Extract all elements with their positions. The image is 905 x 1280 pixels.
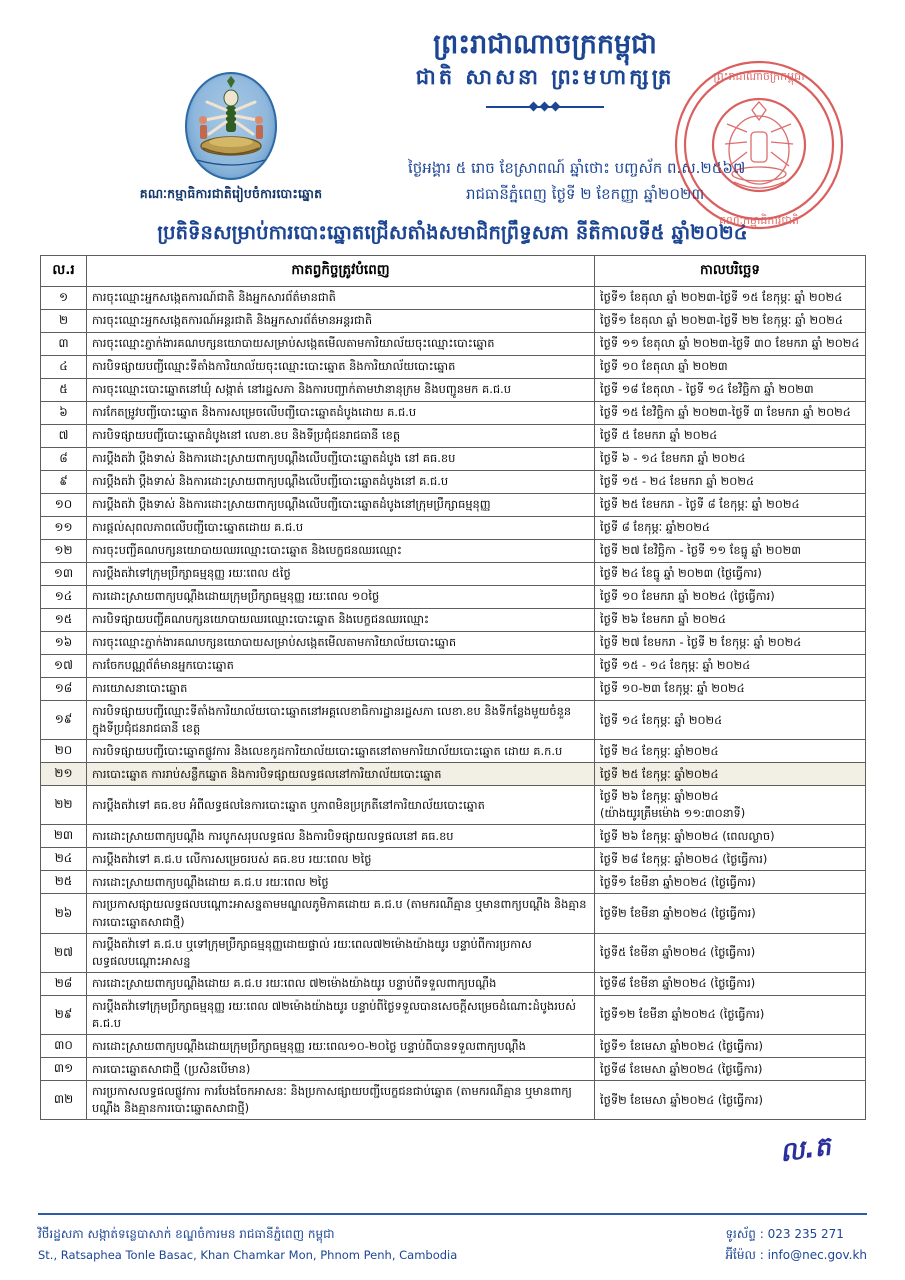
calendar-table-wrapper <box>0 255 905 1120</box>
row-date: ថ្ងៃទី៨ ខែមីនា ឆ្នាំ២០២៤ (ថ្ងៃធ្វើការ) <box>595 972 866 995</box>
table-row <box>41 972 866 995</box>
row-date: ថ្ងៃទី១២ ខែមីនា ឆ្នាំ២០២៤ (ថ្ងៃធ្វើការ) <box>595 995 866 1034</box>
table-row <box>41 786 866 825</box>
row-date: ថ្ងៃទី ២៨ ខែកុម្ភៈ ឆ្នាំ២០២៤ (ថ្ងៃធ្វើការ) <box>595 848 866 871</box>
table-row <box>41 894 866 933</box>
address-khmer: វិថីរដ្ឋសភា សង្កាត់ទន្លេបាសាក់ ខណ្ឌចំការមន រាជធានីភ្នំពេញ កម្ពុជា <box>38 1227 335 1241</box>
row-activity: ការបិទផ្សាយបញ្ជីបោះឆ្នោតផ្លូវការ និងលេខកូដការិយាល័យបោះឆ្នោតនៅតាមការិយាល័យបោះឆ្នោត ដោយ គ.ក.ប <box>87 740 595 763</box>
phone-label: ទូរស័ព្ទ <box>725 1227 756 1241</box>
row-activity: ការដោះស្រាយពាក្យបណ្តឹងដោយក្រុមប្រឹក្សាធម្មនុញ្ញ រយៈពេល ១០ថ្ងៃ <box>87 586 595 609</box>
column-header-no: ល.រ <box>41 256 87 287</box>
email-label: អ៊ីម៉ែល <box>725 1248 756 1262</box>
table-row <box>41 871 866 894</box>
row-activity: ការប្តឹងតវ៉ា ប្តឹងទាស់ និងការដោះស្រាយពាក្យបណ្តឹងលើបញ្ជីបោះឆ្នោតដំបូងនៅក្រុមប្រឹក្សាធម្មនុញ្ញ <box>87 494 595 517</box>
email-value[interactable]: info@nec.gov.kh <box>767 1248 867 1262</box>
column-header-activity: កាតព្វកិច្ចត្រូវបំពេញ <box>87 256 595 287</box>
footer-contact <box>725 1224 867 1266</box>
row-date: ថ្ងៃទី ២៥ ខែមករា - ថ្ងៃទី ៨ ខែកុម្ភៈ ឆ្នាំ ២០២៤ <box>595 494 866 517</box>
row-date: ថ្ងៃទី ២៦ ខែមករា ឆ្នាំ ២០២៤ <box>595 609 866 632</box>
row-date: ថ្ងៃទី ១០ ខែមករា ឆ្នាំ ២០២៤ (ថ្ងៃធ្វើការ) <box>595 586 866 609</box>
row-date: ថ្ងៃទី ៨ ខែកុម្ភៈ ឆ្នាំ២០២៤ <box>595 517 866 540</box>
ornamental-divider <box>486 102 604 111</box>
document-header <box>0 0 905 227</box>
table-row <box>41 701 866 740</box>
table-row <box>41 586 866 609</box>
email-line <box>725 1245 867 1266</box>
row-number: ១០ <box>41 494 87 517</box>
row-number: ៨ <box>41 448 87 471</box>
row-activity: ការបោះឆ្នោត ការរាប់សន្លឹកឆ្នោត និងការបិទផ្សាយលទ្ធផលនៅការិយាល័យបោះឆ្នោត <box>87 763 595 786</box>
table-row <box>41 995 866 1034</box>
nec-logo-block <box>96 72 366 205</box>
row-number: ២៧ <box>41 933 87 972</box>
row-activity: ការចុះឈ្មោះភ្នាក់ងារគណបក្សនយោបាយសម្រាប់សង្កេតមើលតាមការិយាល័យបោះឆ្នោត <box>87 632 595 655</box>
table-body <box>41 287 866 1120</box>
table-row <box>41 632 866 655</box>
table-row <box>41 540 866 563</box>
row-activity: ការដោះស្រាយពាក្យបណ្តឹងដោយ គ.ជ.ប រយៈពេល ៧២ម៉ោងយ៉ាងយូរ បន្ទាប់ពីទទួលពាក្យបណ្តឹង <box>87 972 595 995</box>
row-activity: ការបិទផ្សាយបញ្ជីបោះឆ្នោតដំបូងនៅ លេខា.ខប និងទីប្រជុំជនរាជធានី ខេត្ត <box>87 425 595 448</box>
row-number: ៣ <box>41 333 87 356</box>
svg-text:គណៈកម្មាធិការជាតិ: គណៈកម្មាធិការជាតិ <box>719 214 799 227</box>
row-number: ១២ <box>41 540 87 563</box>
footer-address <box>38 1224 457 1265</box>
row-number: ១៣ <box>41 563 87 586</box>
table-row <box>41 655 866 678</box>
buddhist-date-line: ថ្ងៃអង្គារ ៥ រោច ខែស្រាពណ៍ ឆ្នាំថោះ បញ្ចស័ក ព.ស.២៥៦៧ <box>408 159 746 177</box>
table-row <box>41 448 866 471</box>
svg-text:ព្រះរាជាណាចក្រកម្ពុជា: ព្រះរាជាណាចក្រកម្ពុជា <box>713 70 805 83</box>
row-number: ២១ <box>41 763 87 786</box>
row-date: ថ្ងៃទី ២៤ ខែធ្នូ ឆ្នាំ ២០២៣ (ថ្ងៃធ្វើការ) <box>595 563 866 586</box>
row-number: ២០ <box>41 740 87 763</box>
kingdom-title: ព្រះរាជាណាចក្រកម្ពុជា <box>433 29 657 60</box>
row-number: ២៤ <box>41 848 87 871</box>
table-row <box>41 287 866 310</box>
row-date: ថ្ងៃទី ១៤ ខែកុម្ភៈ ឆ្នាំ ២០២៤ <box>595 701 866 740</box>
row-number: ៩ <box>41 471 87 494</box>
row-activity: ការប្រកាសលទ្ធផលផ្លូវការ ការបែងចែកអាសនៈ និងប្រកាសផ្សាយបញ្ជីបេក្ខជនជាប់ឆ្នោត (តាមករណីគ្មាន ឬមានពាក្យបណ្តឹង និងគ្មានការបោះឆ្នោតសាជាថ្មី) <box>87 1081 595 1120</box>
phone-separator: : <box>759 1227 768 1241</box>
table-row <box>41 933 866 972</box>
row-activity: ការបិទផ្សាយបញ្ជីគណបក្សនយោបាយឈរឈ្មោះបោះឆ្នោត និងបេក្ខជនឈរឈ្មោះ <box>87 609 595 632</box>
kingdom-heading-block <box>330 28 760 111</box>
row-date: ថ្ងៃទី៥ ខែមីនា ឆ្នាំ២០២៤ (ថ្ងៃធ្វើការ) <box>595 933 866 972</box>
row-activity: ការយោសនាបោះឆ្នោត <box>87 678 595 701</box>
row-number: ៦ <box>41 402 87 425</box>
table-row <box>41 1081 866 1120</box>
row-activity: ការចុះឈ្មោះអ្នកសង្កេតការណ៍ជាតិ និងអ្នកសារព័ត៌មានជាតិ <box>87 287 595 310</box>
row-number: ២២ <box>41 786 87 825</box>
table-row <box>41 310 866 333</box>
row-number: ២៨ <box>41 972 87 995</box>
row-date-note: (យ៉ាងយូរត្រឹមម៉ោង ១១:៣០នាទី) <box>600 806 746 821</box>
footer-divider <box>38 1213 867 1215</box>
gregorian-date-line: រាជធានីភ្នំពេញ ថ្ងៃទី ២ ខែកញ្ញា ឆ្នាំ២០២៣ <box>466 185 705 204</box>
row-date: ថ្ងៃទី២ ខែមេសា ឆ្នាំ២០២៤ (ថ្ងៃធ្វើការ) <box>595 1081 866 1120</box>
row-number: ២៣ <box>41 825 87 848</box>
phone-value: 023 235 271 <box>767 1227 844 1241</box>
row-number: ១៨ <box>41 678 87 701</box>
row-date: ថ្ងៃទី១ ខែតុលា ឆ្នាំ ២០២៣-ថ្ងៃទី ២២ ខែកុម្ភៈ ឆ្នាំ ២០២៤ <box>595 310 866 333</box>
row-number: ១១ <box>41 517 87 540</box>
row-date: ថ្ងៃទី ២៤ ខែកុម្ភៈ ឆ្នាំ២០២៤ <box>595 740 866 763</box>
row-activity: ការប្តឹងតវ៉ាទៅក្រុមប្រឹក្សាធម្មនុញ្ញ រយៈពេល ៥ថ្ងៃ <box>87 563 595 586</box>
column-header-date: កាលបរិច្ឆេទ <box>595 256 866 287</box>
row-date: ថ្ងៃទី ១១ ខែតុលា ឆ្នាំ ២០២៣-ថ្ងៃទី ៣០ ខែមករា ឆ្នាំ ២០២៤ <box>595 333 866 356</box>
row-number: ៣០ <box>41 1035 87 1058</box>
table-row <box>41 825 866 848</box>
row-date: ថ្ងៃទី ២៥ ខែកុម្ភៈ ឆ្នាំ២០២៤ <box>595 763 866 786</box>
row-number: ៧ <box>41 425 87 448</box>
row-number: ៣១ <box>41 1058 87 1081</box>
row-activity: ការប្តឹងតវ៉ាទៅ គធ.ខប អំពីលទ្ធផលនៃការបោះឆ្នោត ឬភាពមិនប្រក្រតីនៅការិយាល័យបោះឆ្នោត <box>87 786 595 825</box>
email-separator: : <box>759 1248 768 1262</box>
row-number: ១៧ <box>41 655 87 678</box>
row-date: ថ្ងៃទី ២៧ ខែវិច្ឆិកា - ថ្ងៃទី ១១ ខែធ្នូ ឆ្នាំ ២០២៣ <box>595 540 866 563</box>
table-row <box>41 1058 866 1081</box>
row-date: ថ្ងៃទី ១០-២៣ ខែកុម្ភៈ ឆ្នាំ ២០២៤ <box>595 678 866 701</box>
row-activity: ការប្រកាសផ្សាយលទ្ធផលបណ្តោះអាសន្នតាមមណ្ឌលភូមិភាគដោយ គ.ជ.ប (តាមករណីគ្មាន ឬមានពាក្យបណ្តឹង និងគ្មានការបោះឆ្នោតសាជាថ្មី) <box>87 894 595 933</box>
row-date: ថ្ងៃទី ១៥ - ២៤ ខែមករា ឆ្នាំ ២០២៤ <box>595 471 866 494</box>
nec-emblem-icon <box>185 72 277 180</box>
row-number: ១៩ <box>41 701 87 740</box>
row-date: ថ្ងៃទី៨ ខែមេសា ឆ្នាំ២០២៤ (ថ្ងៃធ្វើការ) <box>595 1058 866 1081</box>
document-footer <box>0 1213 905 1266</box>
table-row <box>41 563 866 586</box>
row-date <box>595 786 866 825</box>
row-activity: ការដោះស្រាយពាក្យបណ្តឹង ការបូកសរុបលទ្ធផល និងការបិទផ្សាយលទ្ធផលនៅ គធ.ខប <box>87 825 595 848</box>
row-date: ថ្ងៃទី ១៥ - ១៤ ខែកុម្ភៈ ឆ្នាំ ២០២៤ <box>595 655 866 678</box>
table-row <box>41 848 866 871</box>
table-row <box>41 356 866 379</box>
national-motto: ជាតិ សាសនា ព្រះមហាក្សត្រ <box>415 64 675 89</box>
row-number: ៣២ <box>41 1081 87 1120</box>
row-activity: ការប្តឹងតវ៉ាទៅ គ.ជ.ប ឬទៅក្រុមប្រឹក្សាធម្មនុញ្ញដោយផ្ទាល់ រយៈពេល៧២ម៉ោងយ៉ាងយូរ បន្ទាប់ពីការប្រកាសលទ្ធផលបណ្តោះអាសន្ន <box>87 933 595 972</box>
table-row <box>41 494 866 517</box>
row-number: ២៩ <box>41 995 87 1034</box>
row-date: ថ្ងៃទី ៥ ខែមករា ឆ្នាំ ២០២៤ <box>595 425 866 448</box>
row-date: ថ្ងៃទី ២៧ ខែមករា - ថ្ងៃទី ២ ខែកុម្ភៈ ឆ្នាំ ២០២៤ <box>595 632 866 655</box>
row-activity: ការចុះឈ្មោះអ្នកសង្កេតការណ៍អន្តរជាតិ និងអ្នកសារព័ត៌មានអន្តរជាតិ <box>87 310 595 333</box>
row-date: ថ្ងៃទី១ ខែតុលា ឆ្នាំ ២០២៣-ថ្ងៃទី ១៥ ខែកុម្ភៈ ឆ្នាំ ២០២៤ <box>595 287 866 310</box>
row-activity: ការប្តឹងតវ៉ាទៅ គ.ជ.ប លើការសម្រេចរបស់ គធ.ខប រយៈពេល ២ថ្ងៃ <box>87 848 595 871</box>
table-row <box>41 740 866 763</box>
row-date: ថ្ងៃទី ១០ ខែតុលា ឆ្នាំ ២០២៣ <box>595 356 866 379</box>
row-number: ១៤ <box>41 586 87 609</box>
row-activity: ការបិទផ្សាយបញ្ជីឈ្មោះទីតាំងការិយាល័យបោះឆ្នោតនៅអគ្គលេខាធិការដ្ឋានរដ្ឋសភា លេខា.ខប និងទីកន្លែងមួយចំនួនក្នុងទីប្រជុំជនរាជធានី ខេត្ត <box>87 701 595 740</box>
row-activity: ការដោះស្រាយពាក្យបណ្តឹងដោយ គ.ជ.ប រយៈពេល ២ថ្ងៃ <box>87 871 595 894</box>
row-activity: ការចុះឈ្មោះបោះឆ្នោតនៅឃុំ សង្កាត់ នៅរដ្ឋសភា និងការបញ្ជាក់តាមឋានានុក្រម និងបញ្ជូនមក គ.ជ.ប <box>87 379 595 402</box>
election-calendar-table <box>40 255 866 1120</box>
row-number: ១៥ <box>41 609 87 632</box>
table-row <box>41 471 866 494</box>
row-activity: ការបិទផ្សាយបញ្ជីឈ្មោះទីតាំងការិយាល័យចុះឈ្មោះបោះឆ្នោត និងការិយាល័យបោះឆ្នោត <box>87 356 595 379</box>
table-row <box>41 333 866 356</box>
table-row <box>41 379 866 402</box>
row-date: ថ្ងៃទី ១៥ ខែវិច្ឆិកា ឆ្នាំ ២០២៣-ថ្ងៃទី ៣ ខែមករា ឆ្នាំ ២០២៤ <box>595 402 866 425</box>
row-activity: ការចែកបណ្ណព័ត៌មានអ្នកបោះឆ្នោត <box>87 655 595 678</box>
phone-line <box>725 1224 867 1245</box>
row-activity: ការដោះស្រាយពាក្យបណ្តឹងដោយក្រុមប្រឹក្សាធម្មនុញ្ញ រយៈពេល១០-២០ថ្ងៃ បន្ទាប់ពីបានទទួលពាក្យបណ្តឹង <box>87 1035 595 1058</box>
table-row <box>41 402 866 425</box>
row-date: ថ្ងៃទី២ ខែមីនា ឆ្នាំ២០២៤ (ថ្ងៃធ្វើការ) <box>595 894 866 933</box>
row-date: ថ្ងៃទី ២៦ ខែកុម្ភៈ ឆ្នាំ២០២៤ (ពេលល្ងាច) <box>595 825 866 848</box>
row-activity: ការប្តឹងតវ៉ាទៅក្រុមប្រឹក្សាធម្មនុញ្ញ រយៈពេល ៧២ម៉ោងយ៉ាងយូរ បន្ទាប់ពីថ្ងៃទទួលបានសេចក្តីសម្រេចដំណោះដំបូងរបស់ គ.ជ.ប <box>87 995 595 1034</box>
row-date: ថ្ងៃទី ១៨ ខែតុលា - ថ្ងៃទី ១៤ ខែវិច្ឆិកា ឆ្នាំ ២០២៣ <box>595 379 866 402</box>
row-number: ២៦ <box>41 894 87 933</box>
row-date: ថ្ងៃទី១ ខែមីនា ឆ្នាំ២០២៤ (ថ្ងៃធ្វើការ) <box>595 871 866 894</box>
row-activity: ការចុះឈ្មោះភ្នាក់ងារគណបក្សនយោបាយសម្រាប់សង្កេតមើលតាមការិយាល័យចុះឈ្មោះបោះឆ្នោត <box>87 333 595 356</box>
table-header-row <box>41 256 866 287</box>
table-row <box>41 609 866 632</box>
row-activity: ការកែតម្រូវបញ្ជីបោះឆ្នោត និងការសម្រេចលើបញ្ជីបោះឆ្នោតដំបូងដោយ គ.ជ.ប <box>87 402 595 425</box>
table-row <box>41 1035 866 1058</box>
table-row <box>41 517 866 540</box>
row-number: ៥ <box>41 379 87 402</box>
row-date: ថ្ងៃទី១ ខែមេសា ឆ្នាំ២០២៤ (ថ្ងៃធ្វើការ) <box>595 1035 866 1058</box>
handwritten-signature: ល.ត <box>777 1131 833 1169</box>
table-row <box>41 763 866 786</box>
row-date-main: ថ្ងៃទី ២៦ ខែកុម្ភៈ ឆ្នាំ២០២៤ <box>600 789 719 804</box>
row-activity: ការប្តឹងតវ៉ា ប្តឹងទាស់ និងការដោះស្រាយពាក្យបណ្តឹងលើបញ្ជីបោះឆ្នោតដំបូង នៅ គធ.ខប <box>87 448 595 471</box>
table-row <box>41 425 866 448</box>
row-date: ថ្ងៃទី ៦ - ១៤ ខែមករា ឆ្នាំ ២០២៤ <box>595 448 866 471</box>
row-number: ២៥ <box>41 871 87 894</box>
row-number: ១ <box>41 287 87 310</box>
row-activity: ការផ្តល់សុពលភាពលើបញ្ជីបោះឆ្នោតដោយ គ.ជ.ប <box>87 517 595 540</box>
row-activity: ការចុះបញ្ជីគណបក្សនយោបាយឈរឈ្មោះបោះឆ្នោត និងបេក្ខជនឈរឈ្មោះ <box>87 540 595 563</box>
row-activity: ការបោះឆ្នោតសាជាថ្មី (ប្រសិនបើមាន) <box>87 1058 595 1081</box>
row-activity: ការប្តឹងតវ៉ា ប្តឹងទាស់ និងការដោះស្រាយពាក្យបណ្តឹងលើបញ្ជីបោះឆ្នោតដំបូងនៅ គ.ជ.ប <box>87 471 595 494</box>
row-number: ៤ <box>41 356 87 379</box>
nec-logo-caption: គណៈកម្មាធិការជាតិរៀបចំការបោះឆ្នោត <box>139 186 323 201</box>
row-number: ២ <box>41 310 87 333</box>
issue-date-block <box>380 155 850 208</box>
row-number: ១៦ <box>41 632 87 655</box>
document-title: ប្រតិទិនសម្រាប់ការបោះឆ្នោតជ្រើសតាំងសមាជិកព្រឹទ្ធសភា នីតិកាលទី៥ ឆ្នាំ២០២៤ <box>157 221 748 244</box>
table-row <box>41 678 866 701</box>
address-english: St., Ratsaphea Tonle Basac, Khan Chamkar Mon, Phnom Penh, Cambodia <box>38 1248 458 1262</box>
